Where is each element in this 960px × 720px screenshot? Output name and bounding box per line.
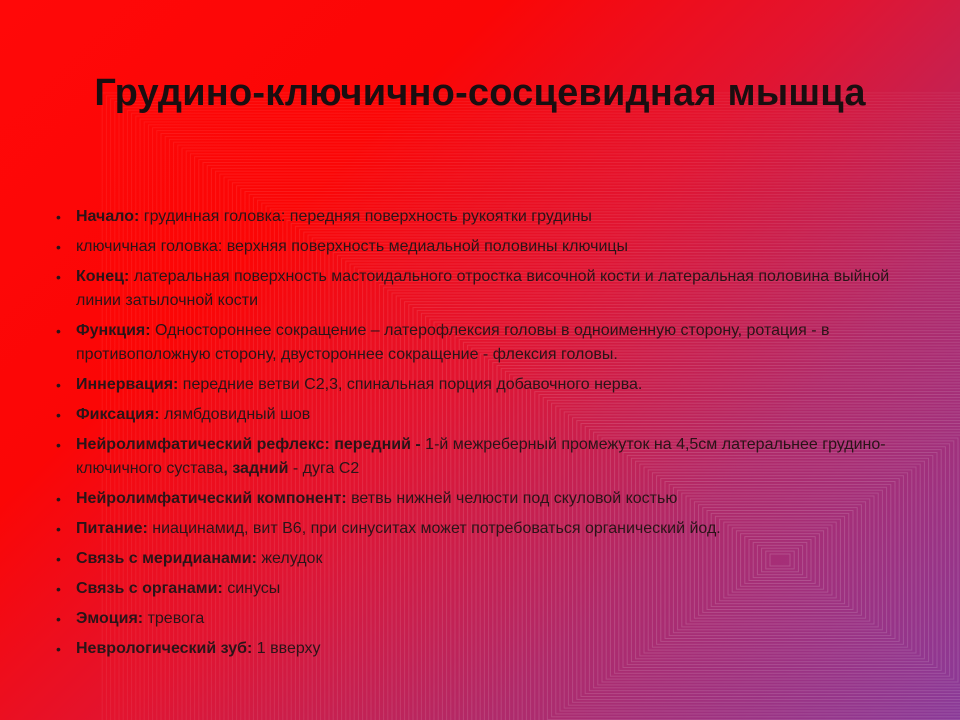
bullet-icon: • [56,377,61,393]
bullet-icon: • [56,521,61,537]
item-label-secondary: , задний [223,460,289,477]
list-item [56,265,916,313]
list-item [56,433,916,481]
bullet-icon: • [56,551,61,567]
item-text: 1 вверху [252,640,321,657]
list-item [56,487,916,511]
bullet-icon: • [56,641,61,657]
item-text: лямбдовидный шов [159,406,311,423]
item-text-secondary: - дуга С2 [288,460,360,477]
item-label: Начало: [76,208,140,225]
bullet-icon: • [56,437,61,453]
list-item [56,373,916,397]
item-label: Неврологический зуб: [76,640,253,657]
list-item [56,577,916,601]
list-item [56,235,916,259]
item-text: тревога [143,610,205,627]
bullet-icon: • [56,269,61,285]
item-label: Фиксация: [76,406,160,423]
content-list [56,205,916,667]
list-item [56,403,916,427]
list-item [56,607,916,631]
item-text: Одностороннее сокращение – латерофлексия головы в одноименную сторону, ротация - в противоположную сторону, двустороннее сокращение - флексия головы. [76,322,830,363]
list-item [56,319,916,367]
bullet-icon: • [56,209,61,225]
item-text: синусы [222,580,281,597]
bullet-icon: • [56,491,61,507]
slide-title: Грудино-ключично-сосцевидная мышца [94,72,866,114]
item-text: ниацинамид, вит В6, при синуситах может потребоваться органический йод. [147,520,721,537]
bullet-icon: • [56,611,61,627]
list-item [56,637,916,661]
item-label: Связь с меридианами: [76,550,257,567]
list-item [56,517,916,541]
list-item [56,547,916,571]
item-label: Нейролимфатический рефлекс: передний - [76,436,421,453]
bullet-icon: • [56,239,61,255]
item-text: желудок [256,550,323,567]
bullet-icon: • [56,323,61,339]
item-label: Функция: [76,322,151,339]
item-label: Конец: [76,268,130,285]
item-text: ветвь нижней челюсти под скуловой костью [346,490,678,507]
item-text: передние ветви С2,3, спинальная порция добавочного нерва. [178,376,643,393]
item-label: Питание: [76,520,148,537]
item-label: Иннервация: [76,376,179,393]
bullet-icon: • [56,581,61,597]
item-label: Нейролимфатический компонент: [76,490,347,507]
item-label: Эмоция: [76,610,144,627]
bullet-icon: • [56,407,61,423]
item-label: Связь с органами: [76,580,223,597]
list-item [56,205,916,229]
item-text: грудинная головка: передняя поверхность рукоятки грудины [139,208,592,225]
item-text: ключичная головка: верхняя поверхность медиальной половины ключицы [76,238,629,255]
item-text: 1-й межреберный промежуток на 4,5см латеральнее грудино-ключичного сустава [76,436,886,477]
item-text: латеральная поверхность мастоидального отростка височной кости и латеральная половина выйной линии затылочной кости [76,268,890,309]
